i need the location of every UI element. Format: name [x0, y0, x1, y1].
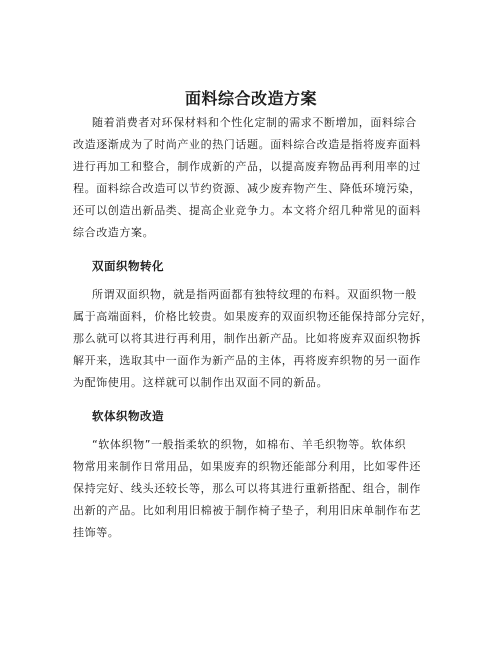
paragraph-line: “软体织物”一般指柔软的织物，如棉布、羊毛织物等。软体织	[92, 438, 407, 451]
paragraph-line: 出新的产品。比如利用旧棉被于制作椅子垫子，利用旧床单制作布艺	[73, 504, 421, 517]
intro-line: 随着消费者对环保材料和个性化定制的需求不断增加，面料综合	[92, 116, 417, 129]
intro-line: 进行再加工和整合，制作成新的产品，以提高废弃物品再利用率的过	[73, 160, 421, 173]
paragraph-line: 为配饰使用。这样就可以制作出双面不同的新品。	[73, 376, 329, 389]
paragraph-line: 属于高端面料，价格比较贵。如果废弃的双面织物还能保持部分完好，	[73, 310, 433, 323]
section-heading: 软体织物改造	[92, 409, 164, 423]
document-title: 面料综合改造方案	[184, 89, 317, 108]
paragraph-line: 保持完好、线头还较长等，那么可以将其进行重新搭配、组合，制作	[73, 482, 421, 495]
paragraph-line: 物常用来制作日常用品，如果废弃的织物还能部分利用，比如零件还	[73, 460, 421, 473]
intro-line: 综合改造方案。	[73, 226, 155, 239]
paragraph-line: 所谓双面织物，就是指两面都有独特纹理的布料。双面织物一般	[92, 288, 417, 301]
intro-line: 改造逐渐成为了时尚产业的热门话题。面料综合改造是指将废弃面料	[73, 138, 421, 151]
paragraph-line: 挂饰等。	[73, 526, 120, 539]
intro-line: 还可以创造出新品类、提高企业竞争力。本文将介绍几种常见的面料	[73, 204, 421, 217]
section-heading: 双面织物转化	[92, 259, 164, 273]
intro-line: 程。面料综合改造可以节约资源、减少废弃物产生、降低环境污染，	[73, 182, 421, 195]
paragraph-line: 解开来，选取其中一面作为新产品的主体，再将废弃织物的另一面作	[73, 354, 421, 367]
paragraph-line: 那么就可以将其进行再利用，制作出新产品。比如将废弃双面织物拆	[73, 332, 421, 345]
